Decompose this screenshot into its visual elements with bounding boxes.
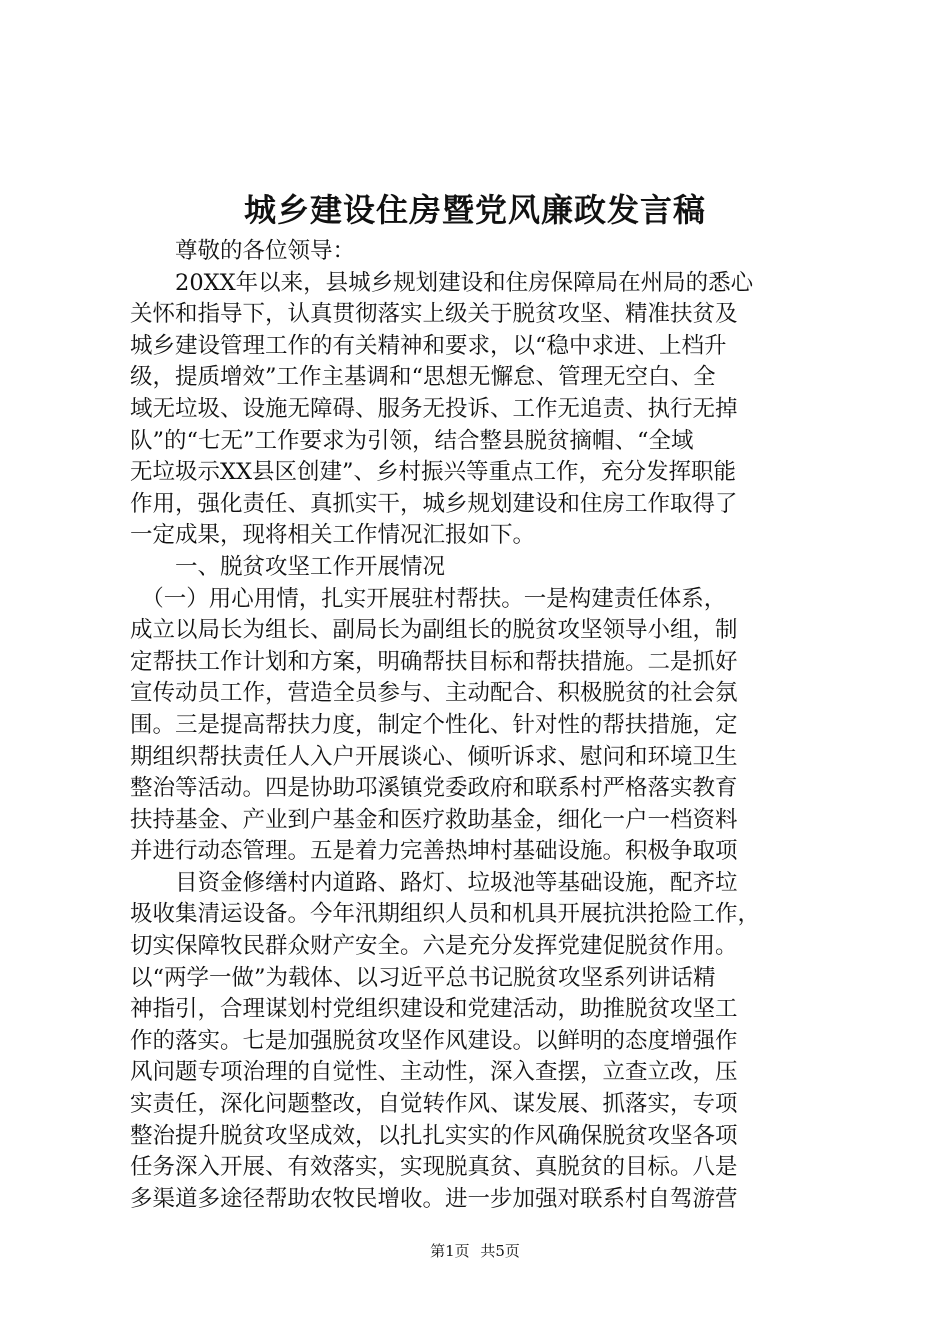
document-title: 城乡建设住房暨党风廉政发言稿 xyxy=(243,191,706,229)
body-line: 队”的“七无”工作要求为引领，结合整县脱贫摘帽、“全域 xyxy=(130,427,694,454)
body-line: 围。三是提高帮扶力度，制定个性化、针对性的帮扶措施，定 xyxy=(130,711,738,738)
body-line: 并进行动态管理。五是着力完善热坤村基础设施。积极争取项 xyxy=(130,838,738,865)
body-line: 期组织帮扶责任人入户开展谈心、倾听诉求、慰问和环境卫生 xyxy=(130,743,738,770)
body-line: 尊敬的各位领导： xyxy=(130,238,356,264)
body-line: 实责任，深化问题整改，自觉转作风、谋发展、抓落实，专项 xyxy=(130,1091,738,1118)
body-line: 宣传动员工作，营造全员参与、主动配合、积极脱贫的社会氛 xyxy=(130,680,738,707)
body-line: 成立以局长为组长、副局长为副组长的脱贫攻坚领导小组，制 xyxy=(130,617,738,644)
body-line: 级，提质增效”工作主基调和“思想无懈怠、管理无空白、全 xyxy=(130,364,716,391)
body-line: 作的落实。七是加强脱贫攻坚作风建设。以鲜明的态度增强作 xyxy=(130,1027,738,1054)
body-line: 以“两学一做”为载体、以习近平总书记脱贫攻坚系列讲话精 xyxy=(130,964,716,991)
body-line: 切实保障牧民群众财产安全。六是充分发挥党建促脱贫作用。 xyxy=(130,933,738,960)
body-line: 整治等活动。四是协助邛溪镇党委政府和联系村严格落实教育 xyxy=(130,775,738,802)
page-footer xyxy=(0,1240,950,1262)
body-line: 多渠道多途径帮助农牧民增收。进一步加强对联系村自驾游营 xyxy=(130,1185,738,1212)
body-line: 整治提升脱贫攻坚成效，以扎扎实实的作风确保脱贫攻坚各项 xyxy=(130,1122,738,1149)
body-line: 域无垃圾、设施无障碍、服务无投诉、工作无追责、执行无掉 xyxy=(130,395,738,422)
body-line: 城乡建设管理工作的有关精神和要求，以“稳中求进、上档升 xyxy=(130,332,727,359)
page-total: 共5页 xyxy=(480,1242,520,1260)
body-line: 一定成果，现将相关工作情况汇报如下。 xyxy=(130,522,536,549)
body-line: 作用，强化责任、真抓实干，城乡规划建设和住房工作取得了 xyxy=(130,490,738,517)
body-line: 扶持基金、产业到户基金和医疗救助基金，细化一户一档资料 xyxy=(130,806,738,833)
body-line: 20XX年以来，县城乡规划建设和住房保障局在州局的悉心 xyxy=(130,269,754,296)
page-number: 第1页 xyxy=(430,1242,470,1260)
document-body xyxy=(130,236,830,1215)
body-line: 定帮扶工作计划和方案，明确帮扶目标和帮扶措施。二是抓好 xyxy=(130,648,738,675)
body-line: 风问题专项治理的自觉性、主动性，深入查摆，立查立改，压 xyxy=(130,1059,738,1086)
body-line: 目资金修缮村内道路、路灯、垃圾池等基础设施，配齐垃 xyxy=(130,869,738,896)
body-line: 关怀和指导下，认真贯彻落实上级关于脱贫攻坚、精准扶贫及 xyxy=(130,301,738,328)
body-line: 神指引，合理谋划村党组织建设和党建活动，助推脱贫攻坚工 xyxy=(130,996,738,1023)
body-line: 圾收集清运设备。今年汛期组织人员和机具开展抗洪抢险工作， xyxy=(130,901,761,928)
body-line: 无垃圾示XX县区创建”、乡村振兴等重点工作，充分发挥职能 xyxy=(130,459,737,486)
body-line: 任务深入开展、有效落实，实现脱真贫、真脱贫的目标。八是 xyxy=(130,1154,738,1181)
section-heading: 一、脱贫攻坚工作开展情况 xyxy=(130,553,446,580)
body-line: （一）用心用情，扎实开展驻村帮扶。一是构建责任体系， xyxy=(130,585,727,612)
